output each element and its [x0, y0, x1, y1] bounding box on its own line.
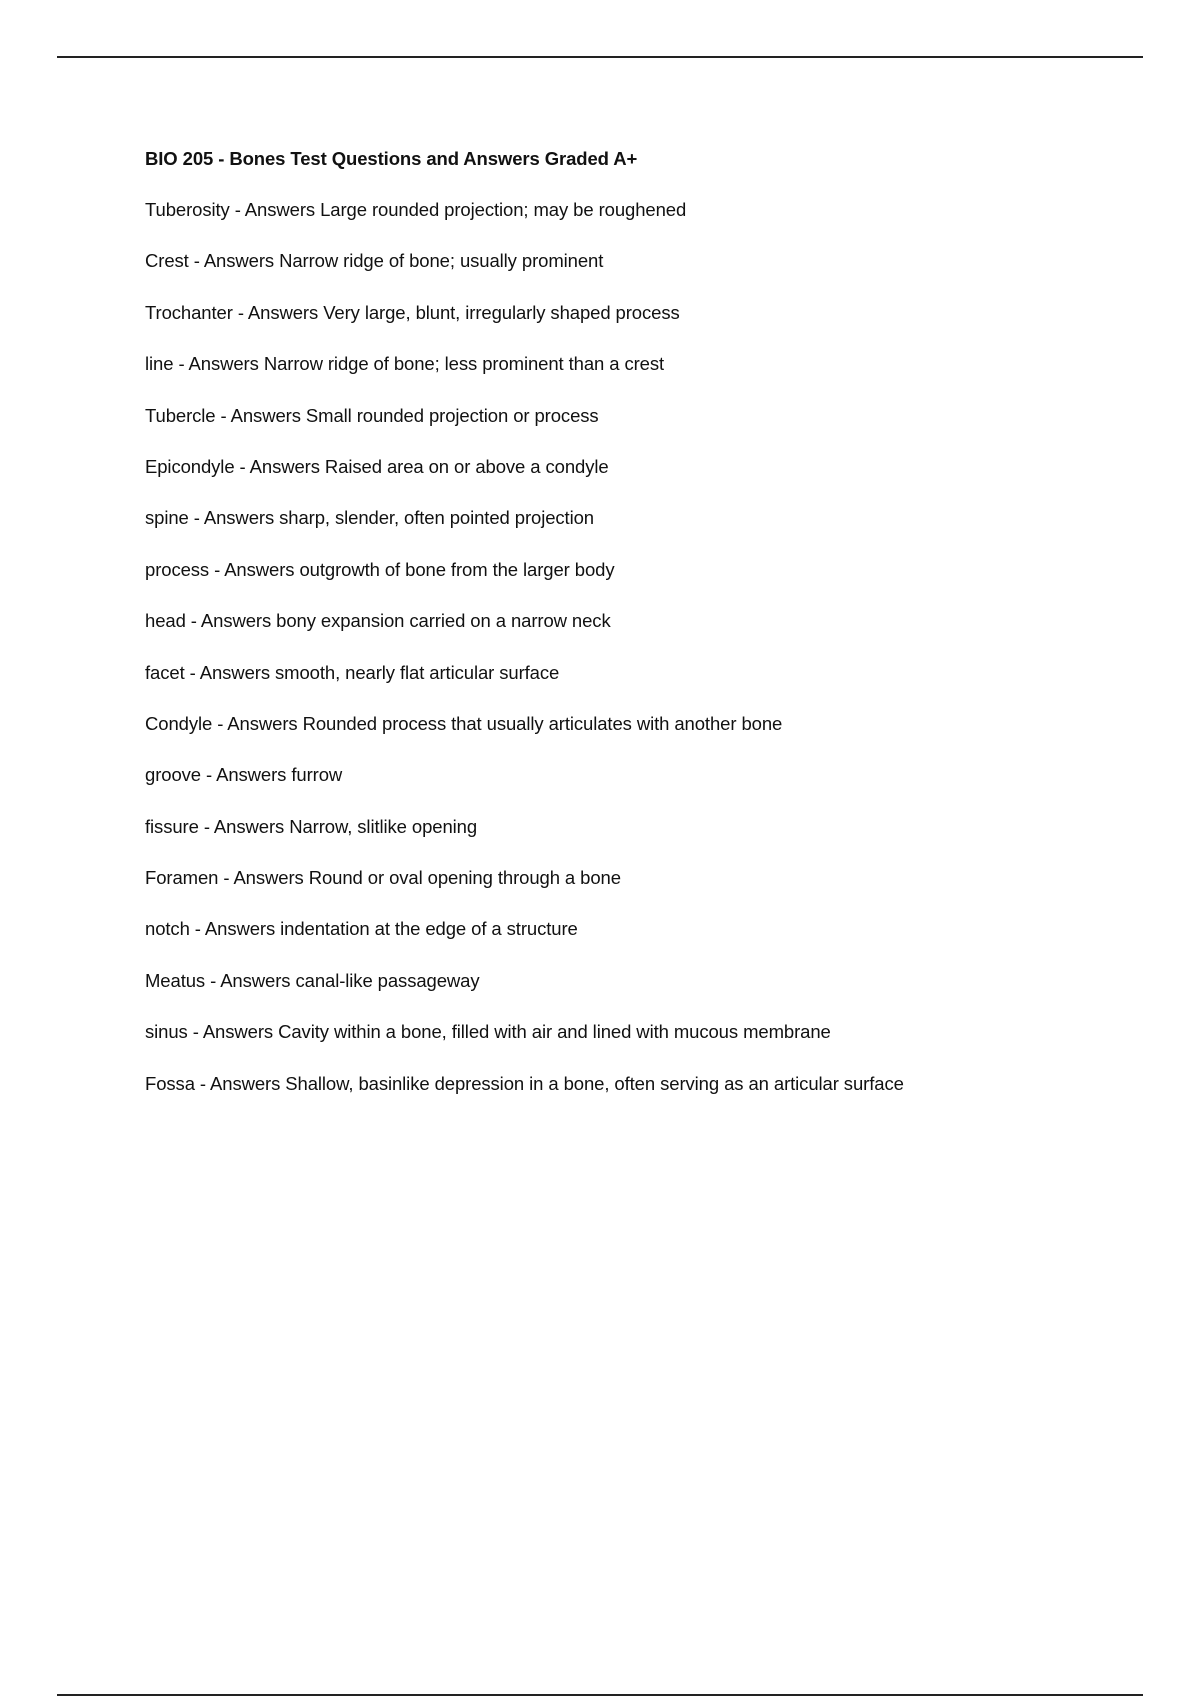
- qa-separator: - Answers: [232, 301, 324, 323]
- qa-separator: - Answers: [194, 1072, 286, 1094]
- qa-term: Tubercle: [145, 404, 216, 426]
- qa-term: spine: [145, 507, 189, 529]
- qa-entry: [145, 763, 1145, 787]
- qa-answer: sharp, slender, often pointed projection: [279, 507, 594, 529]
- qa-separator: - Answers: [229, 199, 321, 220]
- qa-entry: [145, 198, 1145, 222]
- qa-separator: - Answers: [209, 558, 300, 580]
- qa-separator: - Answers: [198, 815, 290, 837]
- qa-answer: indentation at the edge of a structure: [280, 918, 578, 940]
- qa-term: Epicondyle: [145, 455, 235, 477]
- qa-separator: - Answers: [205, 969, 296, 991]
- header-rule: [57, 56, 1143, 58]
- qa-answer: Narrow ridge of bone; less prominent than a crest: [263, 353, 665, 375]
- qa-entry: [145, 712, 1145, 736]
- qa-entry: [145, 455, 1145, 479]
- qa-separator: - Answers: [173, 353, 264, 375]
- qa-term: Tuberosity: [145, 199, 230, 220]
- qa-answer: canal-like passageway: [295, 969, 480, 991]
- qa-answer: Round or oval opening through a bone: [308, 867, 621, 889]
- qa-entry: [145, 661, 1145, 685]
- qa-entry: [145, 558, 1145, 582]
- qa-term: Meatus: [145, 969, 206, 991]
- qa-entry: [145, 404, 1145, 428]
- qa-list: [145, 198, 1145, 1096]
- footer-rule: [57, 1694, 1143, 1696]
- qa-separator: - Answers: [188, 250, 280, 272]
- qa-separator: - Answers: [187, 1021, 279, 1043]
- qa-answer: bony expansion carried on a narrow neck: [276, 610, 611, 632]
- qa-term: Condyle: [145, 712, 213, 734]
- qa-term: groove: [145, 764, 201, 786]
- qa-term: Foramen: [145, 867, 219, 889]
- qa-term: Trochanter: [145, 301, 233, 323]
- qa-entry: [145, 969, 1145, 993]
- qa-answer: Shallow, basinlike depression in a bone, often serving as an articular surface: [285, 1072, 904, 1094]
- qa-separator: - Answers: [188, 507, 280, 529]
- qa-answer: Large rounded projection; may be roughened: [320, 199, 687, 220]
- qa-separator: - Answers: [185, 610, 277, 632]
- qa-answer: Narrow ridge of bone; usually prominent: [279, 250, 604, 272]
- qa-term: Fossa: [145, 1072, 195, 1094]
- qa-answer: Cavity within a bone, filled with air and lined with mucous membrane: [278, 1021, 831, 1043]
- qa-answer: Raised area on or above a condyle: [324, 455, 609, 477]
- qa-separator: - Answers: [218, 867, 309, 889]
- qa-separator: - Answers: [212, 712, 303, 734]
- qa-term: sinus: [145, 1021, 188, 1043]
- qa-entry: [145, 1072, 1145, 1096]
- qa-separator: - Answers: [215, 404, 306, 426]
- qa-answer: outgrowth of bone from the larger body: [299, 558, 615, 580]
- qa-term: head: [145, 610, 186, 632]
- qa-answer: Very large, blunt, irregularly shaped process: [323, 301, 680, 323]
- qa-entry: [145, 506, 1145, 530]
- qa-term: fissure: [145, 815, 199, 837]
- qa-answer: smooth, nearly flat articular surface: [275, 661, 560, 683]
- qa-term: notch: [145, 918, 190, 940]
- document-title: BIO 205 - Bones Test Questions and Answers Graded A+: [145, 148, 638, 169]
- qa-term: facet: [145, 661, 185, 683]
- qa-answer: Small rounded projection or process: [305, 404, 599, 426]
- qa-answer: furrow: [291, 764, 343, 786]
- qa-separator: - Answers: [184, 661, 276, 683]
- qa-term: line: [145, 353, 174, 375]
- document-body: [145, 147, 1145, 1096]
- qa-separator: - Answers: [200, 764, 292, 786]
- qa-separator: - Answers: [234, 455, 325, 477]
- qa-answer: Rounded process that usually articulates with another bone: [302, 712, 783, 734]
- qa-entry: [145, 609, 1145, 633]
- qa-entry: [145, 1020, 1145, 1044]
- qa-entry: [145, 866, 1145, 890]
- qa-separator: - Answers: [189, 918, 281, 940]
- qa-term: Crest: [145, 250, 189, 272]
- qa-entry: [145, 352, 1145, 376]
- qa-entry: [145, 301, 1145, 325]
- qa-answer: Narrow, slitlike opening: [289, 815, 478, 837]
- qa-entry: [145, 815, 1145, 839]
- qa-term: process: [145, 558, 210, 580]
- qa-entry: [145, 917, 1145, 941]
- qa-entry: [145, 249, 1145, 273]
